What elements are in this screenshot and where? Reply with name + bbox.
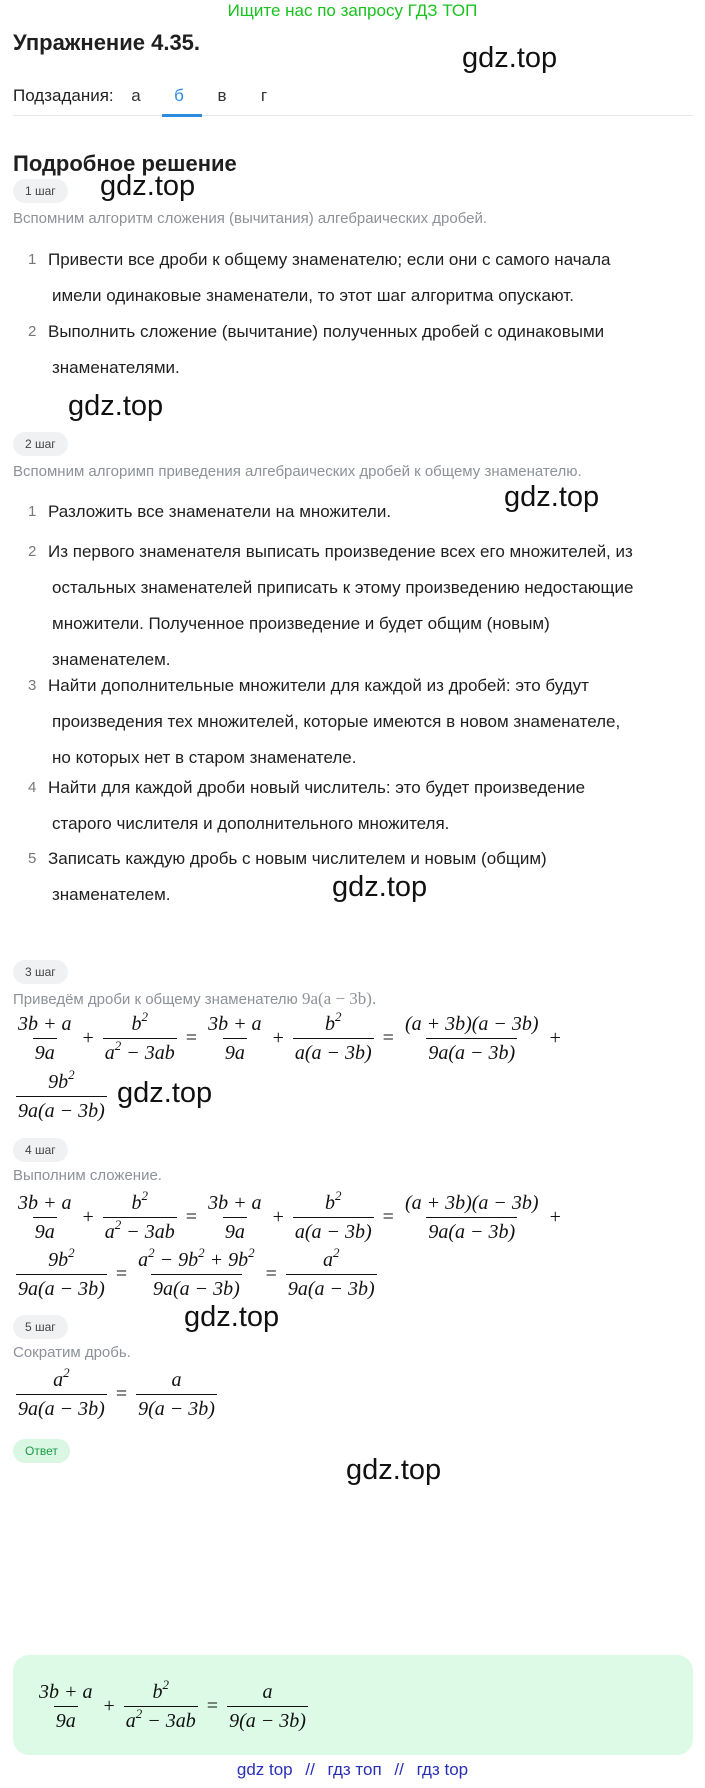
item-text: имели одинаковые знаменатели, то этот шаг алгоритма опускают. [52, 286, 574, 305]
fraction [103, 1008, 177, 1065]
numerator: a [262, 1680, 273, 1703]
fraction [286, 1244, 377, 1301]
fraction [16, 1364, 107, 1421]
active-tab-indicator [162, 114, 202, 117]
step-intro: Вспомним алгоритм сложения (вычитания) алгебраических дробей. [13, 210, 488, 227]
fraction [293, 1008, 374, 1065]
step-intro-math: 9a(a − 3b). [301, 989, 377, 1008]
fraction [16, 1191, 74, 1244]
watermark: gdz.top [100, 170, 196, 202]
plus-sign: + [272, 1026, 284, 1049]
step-intro: Вспомним алгоримп приведения алгебраических дробей к общему знаменателю. [13, 463, 582, 480]
watermark: gdz.top [504, 481, 600, 513]
tab-a[interactable]: а [131, 86, 141, 105]
numerator: 3b + a [208, 1191, 262, 1214]
numerator: $a^2 - 9b^2 + 9b^2$ [138, 1244, 255, 1271]
item-text: знаменателями. [52, 358, 180, 377]
item-number: 5 [28, 850, 37, 867]
fraction [403, 1012, 541, 1065]
plus-sign: + [82, 1205, 94, 1228]
item-text: Привести все дроби к общему знаменателю; если они с самого начала [48, 250, 611, 269]
equation-line [13, 1188, 567, 1246]
step-badge: 1 шаг [13, 179, 68, 203]
denominator: $a^2 - 3ab$ [104, 1216, 175, 1243]
denominator: $a^2 - 3ab$ [125, 1705, 196, 1732]
equation-line [13, 1067, 110, 1125]
item-text: Найти дополнительные множители для каждой из дробей: это будут [48, 676, 589, 695]
fraction [293, 1187, 374, 1244]
equation-line [13, 1009, 567, 1067]
equals-sign: = [185, 1205, 198, 1228]
fraction [103, 1187, 177, 1244]
numerator: (a + 3b)(a − 3b) [404, 1012, 539, 1035]
item-text: Разложить все знаменатели на множители. [48, 502, 392, 521]
item-number: 3 [28, 677, 37, 694]
denominator: 9a [223, 1038, 247, 1065]
step-intro [13, 989, 376, 1009]
watermark: gdz.top [184, 1301, 280, 1333]
item-text: произведения тех множителей, которые имеются в новом знаменателе, [52, 712, 621, 731]
equals-sign: = [115, 1382, 128, 1405]
item-text: но которых нет в старом знаменателе. [52, 748, 357, 767]
item-text: знаменателем. [52, 885, 171, 904]
item-number: 1 [28, 251, 37, 268]
item-text: Найти для каждой дроби новый числитель: это будет произведение [48, 778, 586, 797]
numerator: $b^2$ [325, 1187, 342, 1214]
numerator: 3b + a [18, 1012, 72, 1035]
step-badge: 2 шаг [13, 432, 68, 456]
denominator: a(a − 3b) [293, 1217, 374, 1244]
numerator: (a + 3b)(a − 3b) [404, 1191, 539, 1214]
denominator: 9(a − 3b) [227, 1706, 308, 1733]
step-badge: 5 шаг [13, 1315, 68, 1339]
numerator: $9b^2$ [48, 1244, 75, 1271]
answer-badge: Ответ [13, 1439, 70, 1463]
equals-sign: = [382, 1205, 394, 1228]
footer-separator: // [394, 1760, 404, 1779]
item-text: знаменателем. [52, 650, 171, 669]
page-title: Упражнение 4.35. [13, 30, 201, 55]
numerator: $a^2$ [323, 1244, 340, 1271]
subtasks-bar [13, 82, 693, 116]
fraction [124, 1676, 198, 1733]
item-number: 2 [28, 543, 37, 560]
item-number: 4 [28, 779, 37, 796]
answer-equation [34, 1677, 311, 1735]
denominator: a(a − 3b) [293, 1038, 374, 1065]
footer-link[interactable]: гдз топ [327, 1760, 382, 1779]
equals-sign: = [265, 1262, 277, 1285]
footer-link[interactable]: гдз top [416, 1760, 469, 1779]
fraction [206, 1191, 264, 1244]
watermark: gdz.top [68, 390, 164, 422]
numerator: 3b + a [18, 1191, 72, 1214]
denominator: 9a(a − 3b) [286, 1274, 377, 1301]
tab-b[interactable]: б [174, 86, 184, 105]
item-text: остальных знаменателей приписать к этому произведению недостающие [52, 578, 634, 597]
numerator: 3b + a [39, 1680, 93, 1703]
tab-v[interactable]: в [217, 86, 227, 105]
denominator: 9a [223, 1217, 247, 1244]
plus-sign: + [272, 1205, 284, 1228]
denominator: 9a [33, 1038, 57, 1065]
watermark: gdz.top [117, 1077, 213, 1109]
numerator: $b^2$ [131, 1008, 149, 1035]
equation-line [13, 1365, 220, 1423]
footer-separator: // [305, 1760, 315, 1779]
denominator: $a^2 - 3ab$ [104, 1037, 175, 1064]
numerator: 3b + a [208, 1012, 262, 1035]
watermark: gdz.top [332, 871, 428, 903]
equals-sign: = [185, 1026, 198, 1049]
denominator: 9a(a − 3b) [151, 1274, 242, 1301]
fraction [16, 1066, 107, 1123]
item-text: Выполнить сложение (вычитание) полученных дробей с одинаковыми [48, 322, 605, 341]
equals-sign: = [115, 1262, 128, 1285]
numerator: $b^2$ [152, 1676, 170, 1703]
item-number: 1 [28, 503, 37, 520]
step-intro: Выполним сложение. [13, 1167, 162, 1184]
footer-link[interactable]: gdz top [236, 1760, 293, 1779]
denominator: 9a(a − 3b) [426, 1217, 517, 1244]
item-text: Из первого знаменателя выписать произведение всех его множителей, из [48, 542, 633, 561]
numerator: $9b^2$ [48, 1066, 75, 1093]
denominator: 9(a − 3b) [136, 1394, 217, 1421]
item-number: 2 [28, 323, 37, 340]
watermark: gdz.top [462, 42, 558, 74]
fraction [16, 1012, 74, 1065]
step-intro-text: Приведём дроби к общему знаменателю [13, 991, 298, 1008]
item-text: Записать каждую дробь с новым числителем и новым (общим) [48, 849, 547, 868]
denominator: 9a(a − 3b) [16, 1394, 107, 1421]
step-intro: Сократим дробь. [13, 1344, 131, 1361]
equals-sign: = [382, 1026, 394, 1049]
denominator: 9a(a − 3b) [16, 1274, 107, 1301]
numerator: $b^2$ [325, 1008, 342, 1035]
plus-sign: + [549, 1205, 561, 1228]
denominator: 9a(a − 3b) [426, 1038, 517, 1065]
footer-links [0, 1760, 705, 1780]
numerator: a [171, 1368, 182, 1391]
fraction [206, 1012, 264, 1065]
solution-heading: Подробное решение [13, 151, 237, 176]
fraction [16, 1244, 107, 1301]
denominator: 9a [54, 1706, 78, 1733]
equation-line [13, 1245, 380, 1303]
denominator: 9a(a − 3b) [16, 1096, 107, 1123]
subtasks-label: Подзадания: [13, 86, 114, 105]
step-badge: 4 шаг [13, 1138, 68, 1162]
plus-sign: + [103, 1694, 115, 1717]
plus-sign: + [549, 1026, 561, 1049]
numerator: $b^2$ [131, 1187, 149, 1214]
numerator: $a^2$ [53, 1364, 70, 1391]
denominator: 9a [33, 1217, 57, 1244]
plus-sign: + [82, 1026, 94, 1049]
step-badge: 3 шаг [13, 960, 68, 984]
fraction [37, 1680, 95, 1733]
tab-g[interactable]: г [260, 86, 268, 105]
fraction [403, 1191, 541, 1244]
fraction [136, 1244, 257, 1301]
equals-sign: = [206, 1694, 219, 1717]
fraction [136, 1368, 217, 1421]
fraction [227, 1680, 308, 1733]
watermark: gdz.top [346, 1454, 442, 1486]
item-text: старого числителя и дополнительного множителя. [52, 814, 450, 833]
item-text: множители. Полученное произведение и будет общим (новым) [52, 614, 550, 633]
promo-banner[interactable]: Ищите нас по запросу ГДЗ ТОП [227, 1, 478, 20]
